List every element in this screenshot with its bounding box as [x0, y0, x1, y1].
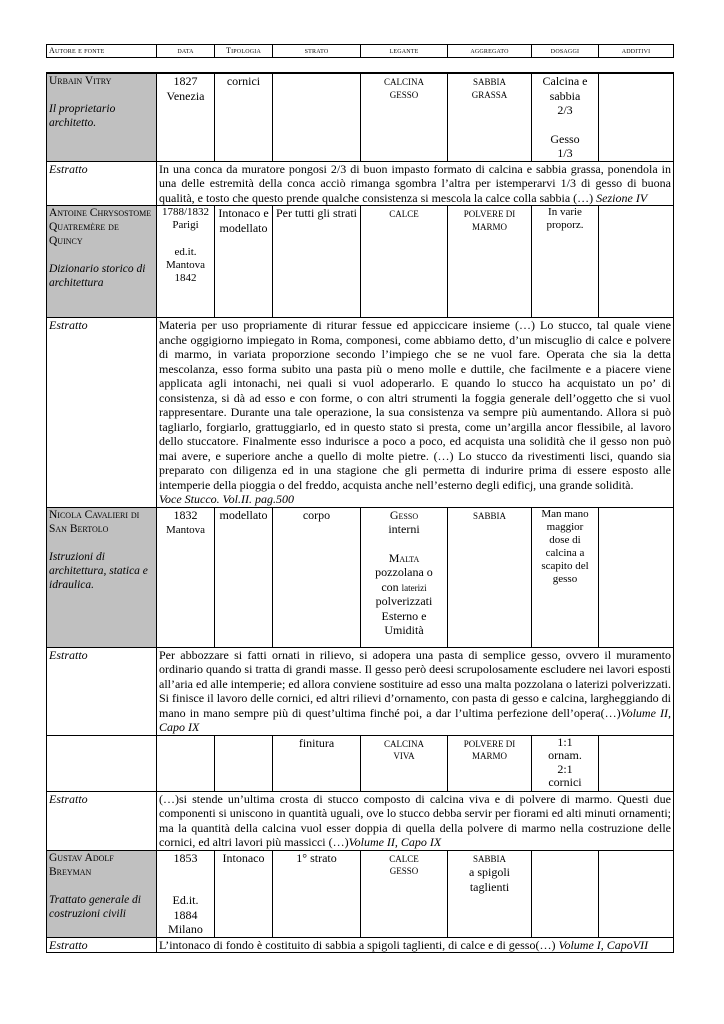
aggregato-value: POLVERE DI: [463, 738, 516, 749]
header-data: data: [157, 45, 215, 58]
date-value: 1827: [173, 74, 198, 88]
author-name: Gustav Adolf Breyman: [49, 851, 114, 878]
extract-label: Estratto: [47, 647, 157, 735]
dosaggi-cell: [532, 206, 599, 318]
aggregato-value: MARMO: [471, 221, 507, 232]
legante-value: polverizzati: [375, 594, 433, 608]
aggregato-value: SABBIA: [472, 853, 506, 864]
extract-text: [157, 791, 674, 850]
place-value: Venezia: [166, 88, 205, 103]
extract-row: [47, 791, 674, 850]
dosaggi-value: ornam.: [548, 748, 582, 762]
header-tipologia: Tipologia: [215, 45, 273, 58]
dosaggi-value: 1:1: [557, 734, 573, 749]
legante-cell: [361, 850, 448, 937]
strato-cell: corpo: [273, 507, 361, 647]
data-cell: [157, 735, 215, 791]
aggregato-cell: [448, 206, 532, 318]
dosaggi-value: 1/3: [557, 146, 573, 160]
author-cell: [47, 507, 157, 647]
legante-value: pozzolana o: [375, 565, 433, 579]
extract-label: Estratto: [47, 791, 157, 850]
table-row: [47, 73, 674, 161]
dosaggi-value: 2:1: [557, 761, 573, 776]
table-row: [47, 507, 674, 647]
legante-note: Esterno e: [381, 608, 427, 623]
legante-value: laterizi: [401, 582, 427, 593]
legante-value: VIVA: [393, 751, 415, 761]
dosaggi-value: cornici: [548, 775, 582, 789]
dosaggi-value: Calcina e: [542, 74, 588, 88]
tipologia-cell: modellato: [215, 507, 273, 647]
extract-text: [157, 937, 674, 953]
dosaggi-cell: [532, 73, 599, 161]
legante-value: Malta: [388, 550, 420, 565]
dosaggi-value: dose di: [549, 533, 581, 546]
place-value: Milano: [168, 922, 203, 936]
dosaggi-value: scapito del: [541, 559, 589, 572]
data-cell: [157, 73, 215, 161]
extract-ref: Volume I, CapoVII: [558, 937, 649, 952]
legante-value: CALCINA: [384, 738, 424, 749]
dosaggi-cell: [532, 507, 599, 647]
author-cell: [47, 73, 157, 161]
source-title: Il proprietario architetto.: [49, 103, 116, 129]
header-strato: strato: [273, 45, 361, 58]
additivi-cell: [599, 735, 674, 791]
tipologia-cell: Intonaco: [215, 850, 273, 937]
extract-row: [47, 318, 674, 508]
dosaggi-value: proporz.: [546, 219, 584, 231]
aggregato-value: GRASSA: [471, 89, 508, 100]
data-cell: [157, 507, 215, 647]
author-cell: [47, 850, 157, 937]
additivi-cell: [599, 507, 674, 647]
aggregato-note: taglienti: [469, 879, 510, 894]
author-name: Nicola Cavalieri di San Bertolo: [49, 508, 140, 535]
strato-cell: finitura: [273, 735, 361, 791]
dosaggi-value: In varie: [548, 206, 582, 218]
header-dosaggi: dosaggi: [532, 45, 599, 58]
legante-cell: CALCE: [361, 206, 448, 318]
aggregato-value: SABBIA: [472, 77, 506, 87]
legante-cell: [361, 735, 448, 791]
edition-value: Ed.it.: [172, 893, 199, 907]
author-name: Antoine Chrysostome Quatremère de Quincy: [49, 207, 152, 247]
legante-value: GESSO: [389, 866, 419, 876]
legante-cell: [361, 73, 448, 161]
dosaggi-value: sabbia: [549, 88, 581, 103]
legante-value: CALCINA: [384, 77, 424, 87]
aggregato-value: POLVERE DI: [463, 209, 516, 219]
dosaggi-value: maggior: [546, 520, 584, 533]
tipologia-cell: cornici: [215, 73, 273, 161]
document-page: [46, 44, 673, 953]
legante-value: con: [381, 579, 399, 594]
aggregato-note: a spigoli: [469, 865, 510, 879]
table-row: [47, 850, 674, 937]
place-value: Mantova: [165, 524, 206, 536]
extract-ref: Sezione IV: [596, 190, 648, 205]
extract-row: [47, 937, 674, 953]
header-autore: Autore e fonte: [47, 45, 157, 58]
legante-note: interni: [388, 522, 420, 536]
aggregato-cell: [448, 850, 532, 937]
date-value: 1842: [174, 272, 197, 284]
dosaggi-cell: [532, 850, 599, 937]
aggregato-value: MARMO: [471, 751, 507, 761]
dosaggi-value: calcina a: [545, 546, 585, 559]
aggregato-cell: [448, 73, 532, 161]
extract-text: [157, 161, 674, 206]
author-name: Urbain Vitry: [49, 75, 112, 87]
header-legante: legante: [361, 45, 448, 58]
extract-row: [47, 161, 674, 206]
table-row: [47, 206, 674, 318]
extract-row: [47, 647, 674, 735]
header-aggregato: aggregato: [448, 45, 532, 58]
dosaggi-value: gesso: [552, 572, 578, 585]
main-table: [46, 72, 674, 953]
author-cell: [47, 206, 157, 318]
tipologia-cell: Intonaco e modellato: [215, 206, 273, 318]
dosaggi-value: 2/3: [557, 103, 573, 117]
source-title: Trattato generale di costruzioni civili: [49, 893, 141, 920]
legante-value: GESSO: [389, 89, 419, 100]
extract-body: (…)si stende un’ultima crosta di stucco composto di calcina viva e di polvere di marmo. Questi due componenti si uniscono in quantità uguali, ove lo stucco debba servir per fiorami ed alti minuti ornamenti; ma la quantità della calcina vuol esser doppia di quella della polvere di marmo nella costruzione delle cornici, ed altri lavori più massicci (…): [159, 791, 671, 849]
extract-ref: Volume II, Capo IX: [159, 705, 671, 734]
data-cell: [157, 850, 215, 937]
legante-note: Umidità: [384, 623, 424, 637]
tipologia-cell: [215, 735, 273, 791]
date-value: 1853: [173, 850, 198, 865]
strato-cell: Per tutti gli strati: [273, 206, 361, 318]
dosaggi-cell: [532, 735, 599, 791]
extract-label: Estratto: [47, 161, 157, 206]
additivi-cell: [599, 206, 674, 318]
source-title: Istruzioni di architettura, statica e idraulica.: [49, 550, 148, 591]
extract-text: [157, 318, 674, 508]
author-cell: [47, 735, 157, 791]
legante-value: Gesso: [389, 507, 419, 522]
date-value: 1788/1832: [161, 206, 210, 218]
source-title: Dizionario storico di architettura: [49, 263, 146, 289]
table-row: [47, 735, 674, 791]
extract-ref: Volume II, Capo IX: [348, 835, 442, 849]
dosaggi-value: Man mano: [541, 507, 589, 520]
additivi-cell: [599, 850, 674, 937]
extract-ref: Voce Stucco. Vol.II. pag.500: [159, 492, 294, 506]
extract-body: In una conca da muratore pongosi 2/3 di buon impasto formato di calcina e sabbia grassa, ponendola in una delle estremità della conca acciò rimanga sgombra l’altra per istemperarvi 1/3 di gesso di buona qualità, e tosto che questo prende qualche consistenza si mescola la calce colla sabbia (…): [159, 161, 671, 205]
place-value: Parigi: [172, 219, 199, 231]
date-value: 1832: [173, 507, 198, 522]
data-cell: [157, 206, 215, 318]
extract-body: Per abbozzare si fatti ornati in rilievo, si adopera una pasta di semplice gesso, ovvero il muramento ordinario quando si tratta di grandi masse. Il gesso però deesi scrupolosamente escludere nei lavori esposti all’aria ed alle intemperie; ed allora conviene sostituire ad esso una malta pozzolana o laterizi polverizzati. Si finisce il lavoro delle cornici, ed altri rilievi d’ornamento, con pasta di gesso e calcina, largheggiando di mano in mano sempre più di quest’ultima finché poi, a dar l’ultima perfezione dell’opera(…): [159, 647, 671, 720]
aggregato-cell: SABBIA: [448, 507, 532, 647]
legante-value: CALCE: [389, 853, 419, 864]
edition-value: ed.it.: [174, 246, 197, 258]
legante-cell: [361, 507, 448, 647]
strato-cell: 1° strato: [273, 850, 361, 937]
dosaggi-value: Gesso: [550, 131, 580, 146]
extract-body: L’intonaco di fondo è costituito di sabbia a spigoli taglienti, di calce e di gesso(…): [159, 937, 556, 952]
place-value: Mantova: [165, 259, 206, 271]
header-additivi: additivi: [599, 45, 674, 58]
additivi-cell: [599, 73, 674, 161]
aggregato-cell: [448, 735, 532, 791]
extract-text: [157, 647, 674, 735]
extract-body: Materia per uso propriamente di riturar fessue ed appiccicare insieme (…) Lo stucco, tal quale viene anche oggigiorno impiegato in Roma, componesi, come abbiamo detto, d’un miscuglio di calce e polvere di marmo, in variata proporzione secondo l’impiego che se ne vuol fare. Operata che sia la detta mescolanza, esso forma subito una pasta più o meno molle e duttile, che facilmente e a piacere viene applicata agli intonachi, nei quali si vuol adoperarlo. E quando lo stucco ha acquistato un po’ di consistenza, si dà ad esso e con forme, o con altri strumenti la foggia generale dell’oggetto che si vuol rappresentare. Durante una tale operazione, la sua consistenza va sempre più aumentando. Allora si può tagliarlo, forgiarlo, grattuggiarlo, ed in questo stato si presta, come un’argilla ancor flessibile, al lavoro dello stuccatore. Finalmente esso indurisce a poco a poco, ed acquista una solidità che il gesso non può mai avere, e superiore anche a quello di molte pietre. (…) Lo stucco da rivestimenti lisci, quando sia preparato con diligenza ed in una stagione che gli permetta di indurire prima di essere esposto alle intemperie della pioggia o del freddo, acquista anche nell’esterno degli edificj, una grande solidità.: [159, 318, 671, 492]
extract-label: Estratto: [47, 318, 157, 508]
extract-label: Estratto: [47, 937, 157, 953]
header-table: [46, 44, 674, 58]
date-value: 1884: [173, 907, 198, 922]
strato-cell: [273, 73, 361, 161]
